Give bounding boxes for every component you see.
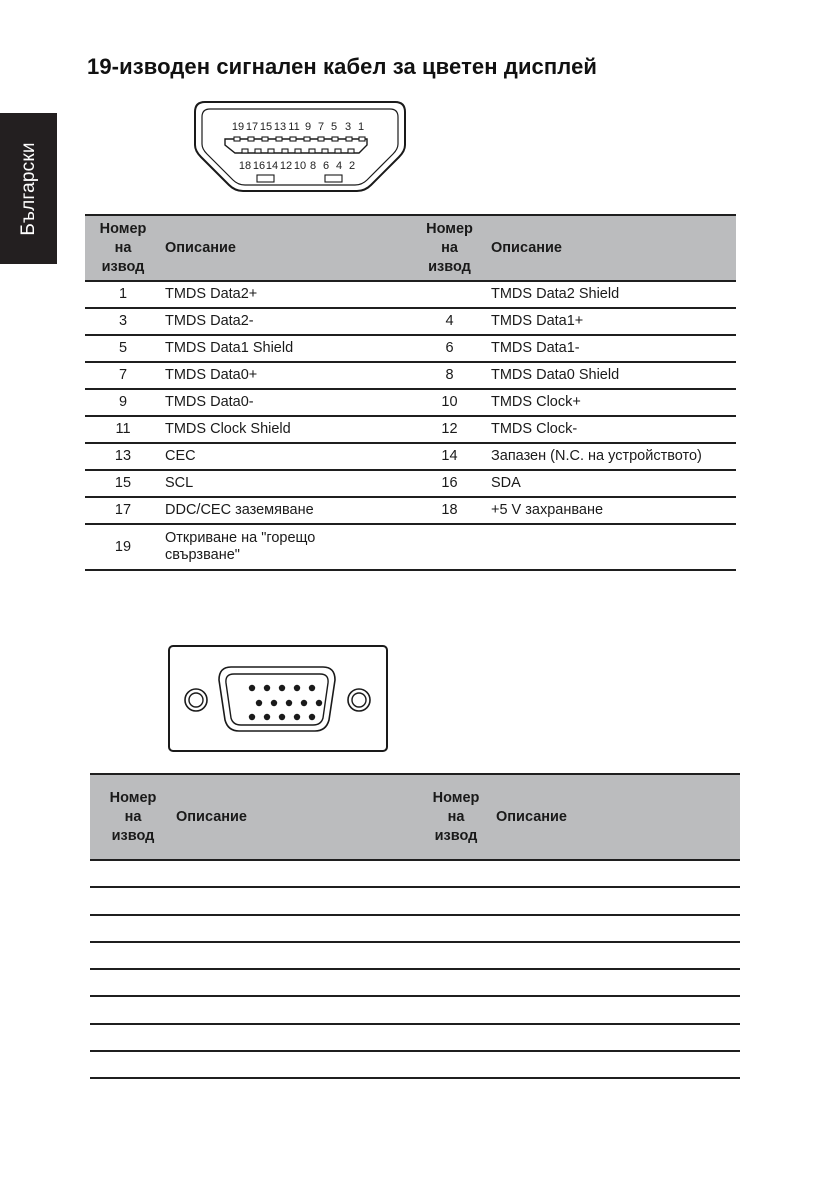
table-row [85,416,736,443]
svg-text:17: 17 [245,121,259,133]
description-header: Описание [161,215,412,281]
hdmi-bottom-pin-labels [239,160,355,172]
svg-text:8: 8 [309,160,317,172]
pin-description: Откриване на "горещо свързване" [161,524,412,570]
pin-description: TMDS Data0 Shield [487,362,736,389]
language-label: Български [17,141,39,236]
table-row [85,362,736,389]
pin-number: 9 [85,389,161,416]
pin-number: 3 [85,308,161,335]
table-row [85,281,736,308]
table-row [85,497,736,524]
svg-text:3: 3 [344,121,352,133]
pin-description [487,524,736,570]
pin-description: TMDS Data1+ [487,308,736,335]
language-side-tab [0,113,57,264]
pin-number: 16 [412,470,487,497]
pin-number [412,281,487,308]
pin-description: TMDS Clock Shield [161,416,412,443]
table-row [85,524,736,570]
pin-description: +5 V захранване [487,497,736,524]
svg-text:14: 14 [265,160,279,172]
pin-number: 17 [85,497,161,524]
svg-text:1: 1 [357,121,365,133]
pin-description: TMDS Data0- [161,389,412,416]
table-header-row [90,774,740,860]
pin-description: TMDS Data0+ [161,362,412,389]
vga-empty-rows [90,860,740,1078]
pin-number: 10 [412,389,487,416]
pin-number: 18 [412,497,487,524]
svg-text:19: 19 [231,121,245,133]
hdmi-top-pin-labels [232,121,364,133]
table-row [90,969,740,996]
svg-text:4: 4 [335,160,343,172]
table-row [90,1051,740,1078]
pin-description: TMDS Data2- [161,308,412,335]
pin-description: TMDS Data2+ [161,281,412,308]
svg-text:9: 9 [304,121,312,133]
pin-number [412,524,487,570]
pin-number: 4 [412,308,487,335]
table-row [85,335,736,362]
pin-description: TMDS Data1- [487,335,736,362]
table-row [90,1024,740,1051]
svg-text:15: 15 [259,121,273,133]
pin-number: 12 [412,416,487,443]
vga-connector-diagram [167,644,389,753]
pin-number: 5 [85,335,161,362]
svg-text:2: 2 [348,160,356,172]
table-row [90,942,740,969]
svg-text:12: 12 [279,160,293,172]
pin-number: 1 [85,281,161,308]
svg-text:5: 5 [330,121,338,133]
svg-text:11: 11 [288,121,300,133]
pin-description: TMDS Data2 Shield [487,281,736,308]
pin-number: 15 [85,470,161,497]
description-header: Описание [487,215,736,281]
pin-description: TMDS Clock+ [487,389,736,416]
pin-number: 13 [85,443,161,470]
svg-text:13: 13 [273,121,287,133]
table-row [85,443,736,470]
pin-number: 8 [412,362,487,389]
pin-description: TMDS Clock- [487,416,736,443]
vga-pins [249,685,322,720]
table-row [85,308,736,335]
svg-text:7: 7 [317,121,325,133]
pin-number: 14 [412,443,487,470]
pin-number: 6 [412,335,487,362]
svg-text:16: 16 [252,160,266,172]
pin-description: SCL [161,470,412,497]
pin-description: DDC/CEC заземяване [161,497,412,524]
hdmi-pin-table [85,214,736,571]
pin-number-header: Номер на извод [90,774,176,860]
pin-number-header: Номер на извод [416,774,496,860]
table-row [85,470,736,497]
table-row [90,887,740,914]
table-row [90,996,740,1023]
svg-text:6: 6 [322,160,330,172]
table-row [90,860,740,887]
svg-text:10: 10 [293,160,307,172]
pin-number: 11 [85,416,161,443]
pin-number: 7 [85,362,161,389]
svg-text:18: 18 [238,160,252,172]
description-header: Описание [176,774,416,860]
pin-description: TMDS Data1 Shield [161,335,412,362]
pin-number-header: Номер на извод [85,215,161,281]
hdmi-connector-diagram [191,99,409,195]
pin-description: CEC [161,443,412,470]
table-row [85,389,736,416]
description-header: Описание [496,774,740,860]
pin-number-header: Номер на извод [412,215,487,281]
pin-description: SDA [487,470,736,497]
pin-description: Запазен (N.C. на устройството) [487,443,736,470]
table-header-row [85,215,736,281]
table-row [90,915,740,942]
pin-number: 19 [85,524,161,570]
page-title: 19-изводен сигнален кабел за цветен дисплей [87,54,598,79]
vga-pin-table [90,773,740,1079]
